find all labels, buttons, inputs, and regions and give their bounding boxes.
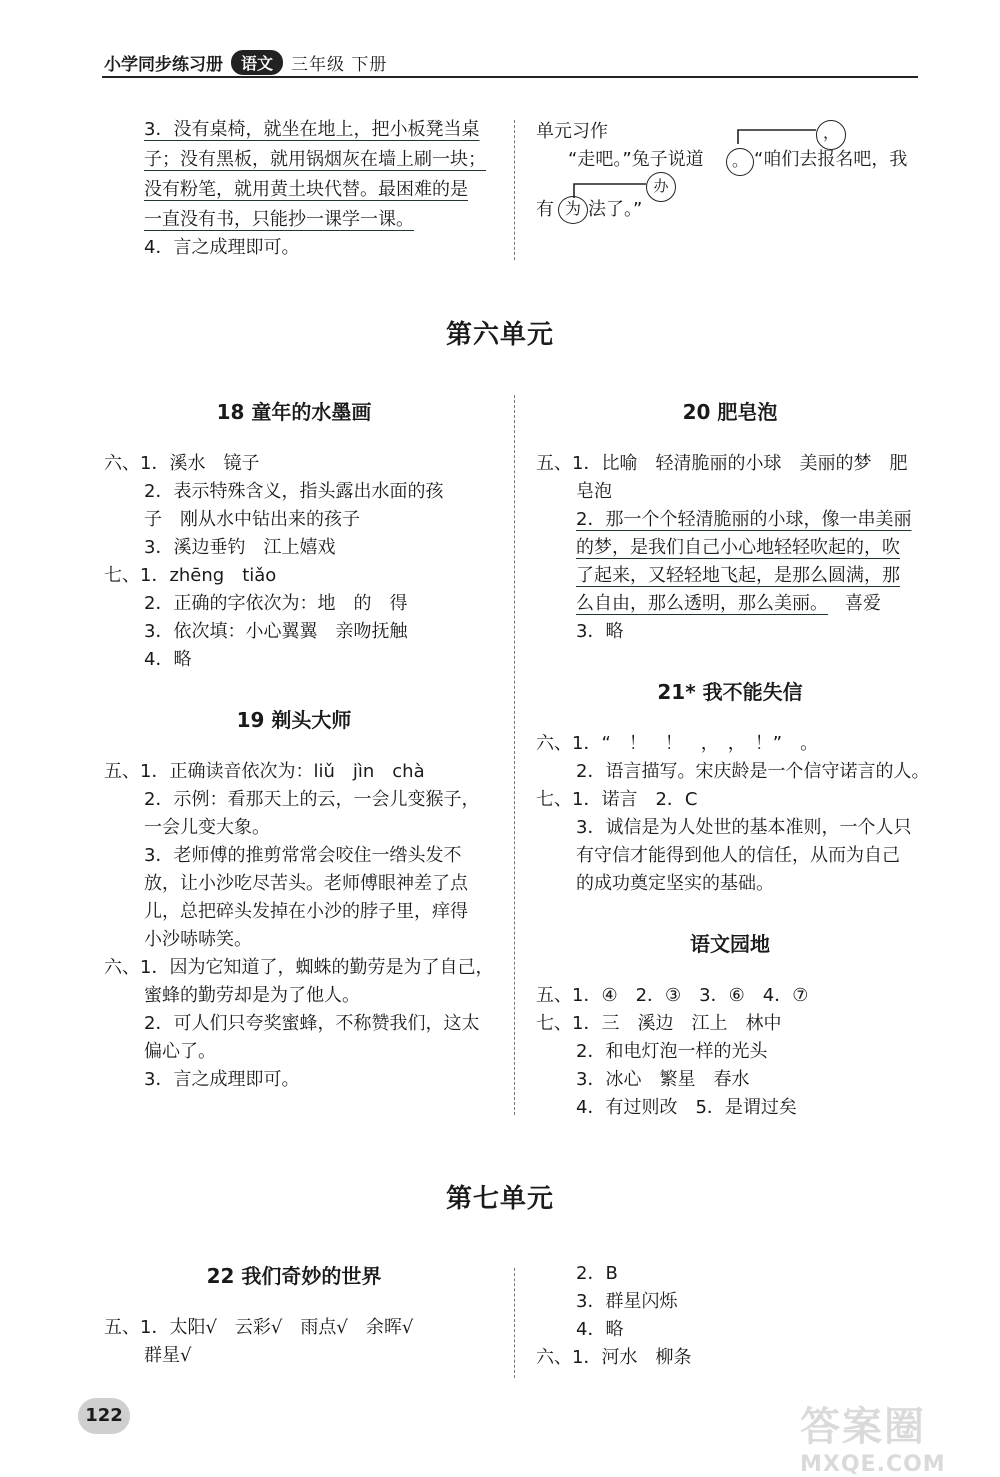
column-divider-top (514, 120, 515, 260)
answer-line: 五、1．正确读音依次为：liǔ jìn chà (104, 761, 425, 782)
answer-line: 一会儿变大象。 (144, 817, 270, 838)
header-rule (102, 76, 918, 78)
watermark-logo (800, 1395, 946, 1477)
answer-line: 了起来，又轻轻地飞起，是那么圆满，那 (576, 565, 900, 586)
lesson22-title: 22 我们奇妙的世界 (206, 1264, 382, 1288)
answer-line: 4．有过则改 5．是谓过矣 (576, 1097, 797, 1118)
unit6-title: 第六单元 (445, 320, 554, 350)
writing-line: 有 (536, 199, 554, 220)
answer-line: 蜜蜂的勤劳却是为了他人。 (144, 985, 360, 1006)
writing-line: “咱们去报名吧，我 (754, 149, 908, 170)
writing-line: 法了。” (588, 199, 643, 220)
answer-line: 有守信才能得到他人的信任，从而为自己 (576, 845, 900, 866)
answer-line: 么自由，那么透明，那么美丽。 (576, 593, 828, 614)
book-header (104, 50, 387, 75)
subject-badge: 语文 (231, 50, 283, 75)
answer-line: 的梦，是我们自己小心地轻轻吹起的，吹 (576, 537, 900, 558)
answer-line: 六、1．河水 柳条 (536, 1347, 692, 1368)
answer-line: 3．冰心 繁星 春水 (576, 1069, 750, 1090)
answer-line: 皂泡 (576, 481, 612, 502)
grade-label: 三年级 下册 (291, 55, 388, 75)
answer-line: 3．略 (576, 621, 624, 642)
answer-line: 2．可人们只夸奖蜜蜂，不称赞我们，这太 (144, 1013, 480, 1034)
answer-line: 六、1．溪水 镜子 (104, 453, 260, 474)
writing-line: “走吧。”兔子说道 (568, 149, 704, 170)
answer-line: 3．依次填：小心翼翼 亲吻抚触 (144, 621, 408, 642)
lesson21-title: 21* 我不能失信 (657, 680, 803, 704)
answer-line: 儿，总把碎头发掉在小沙的脖子里，痒得 (144, 901, 468, 922)
answer-line: 3．溪边垂钓 江上嬉戏 (144, 537, 336, 558)
column-divider-middle (514, 395, 515, 1115)
lesson18-title: 18 童年的水墨画 (216, 400, 372, 424)
answer-line: 2．语言描写。宋庆龄是一个信守诺言的人。 (576, 761, 930, 782)
answer-line: 2．表示特殊含义，指头露出水面的孩 (144, 481, 444, 502)
correction-circle-ban: 办 (646, 172, 676, 202)
correction-circle-period: 。 (726, 148, 754, 176)
lesson20-title: 20 肥皂泡 (682, 400, 778, 424)
correction-circle-wei: 为 (558, 196, 588, 224)
answer-line: 子 刚从水中钻出来的孩子 (144, 509, 360, 530)
answer-line: 3．老师傅的推剪常常会咬住一绺头发不 (144, 845, 462, 866)
answer-line: 六、1．因为它知道了，蜘蛛的勤劳是为了自己， (104, 957, 494, 978)
answer-line: 小沙哧哧笑。 (144, 929, 252, 950)
answer-line: 七、1．三 溪边 江上 林中 (536, 1013, 782, 1034)
answer-line: 七、1．诺言 2．C (536, 789, 698, 810)
answer-line: 3．没有桌椅，就坐在地上，把小板凳当桌 (144, 119, 480, 140)
answer-line: 没有粉笔，就用黄土块代替。最困难的是 (144, 179, 468, 200)
unit7-title: 第七单元 (445, 1184, 554, 1214)
column-divider-bottom (514, 1268, 515, 1378)
watermark-text: 答案圈 (800, 1404, 926, 1450)
answer-line: 喜爱 (845, 593, 881, 614)
answer-line: 一直没有书，只能抄一课学一课。 (144, 209, 414, 230)
answer-line: 偏心了。 (144, 1041, 216, 1062)
answer-line: 的成功奠定坚实的基础。 (576, 873, 774, 894)
answer-line: 2．B (576, 1263, 618, 1284)
answer-line: 2．那一个个轻清脆丽的小球，像一串美丽 (576, 509, 912, 530)
answer-line: 3．言之成理即可。 (144, 1069, 300, 1090)
answer-line: 放，让小沙吃尽苦头。老师傅眼神差了点 (144, 873, 468, 894)
answer-line: 五、1．太阳√ 云彩√ 雨点√ 余晖√ (104, 1317, 414, 1338)
book-title: 小学同步练习册 (104, 55, 223, 75)
answer-line: 3．群星闪烁 (576, 1291, 678, 1312)
correction-arrows (560, 118, 860, 208)
answer-line: 2．示例：看那天上的云，一会儿变猴子， (144, 789, 480, 810)
answer-line: 五、1．比喻 轻清脆丽的小球 美丽的梦 肥 (536, 453, 908, 474)
garden-title: 语文园地 (690, 932, 770, 956)
page-number: 122 (78, 1398, 130, 1434)
answer-line: 3．诚信是为人处世的基本准则，一个人只 (576, 817, 912, 838)
answer-line: 子；没有黑板，就用锅烟灰在墙上刷一块； (144, 149, 486, 170)
answer-line: 2．和电灯泡一样的光头 (576, 1041, 768, 1062)
lesson19-title: 19 剃头大师 (236, 708, 352, 732)
watermark-url: MXQE.COM (800, 1452, 946, 1477)
correction-circle-comma: ， (816, 120, 846, 150)
answer-line: 七、1．zhēng tiǎo (104, 565, 277, 586)
answer-line: 4．言之成理即可。 (144, 237, 300, 258)
answer-line: 六、1．“ ！ ！ ， ， ！” 。 (536, 733, 819, 754)
answer-line: 2．正确的字依次为：地 的 得 (144, 593, 408, 614)
answer-line: 群星√ (144, 1345, 192, 1366)
answer-line: 4．略 (576, 1319, 624, 1340)
answer-line: 五、1．④ 2．③ 3．⑥ 4．⑦ (536, 985, 809, 1006)
unit-writing-heading: 单元习作 (536, 121, 608, 142)
answer-line: 4．略 (144, 649, 192, 670)
